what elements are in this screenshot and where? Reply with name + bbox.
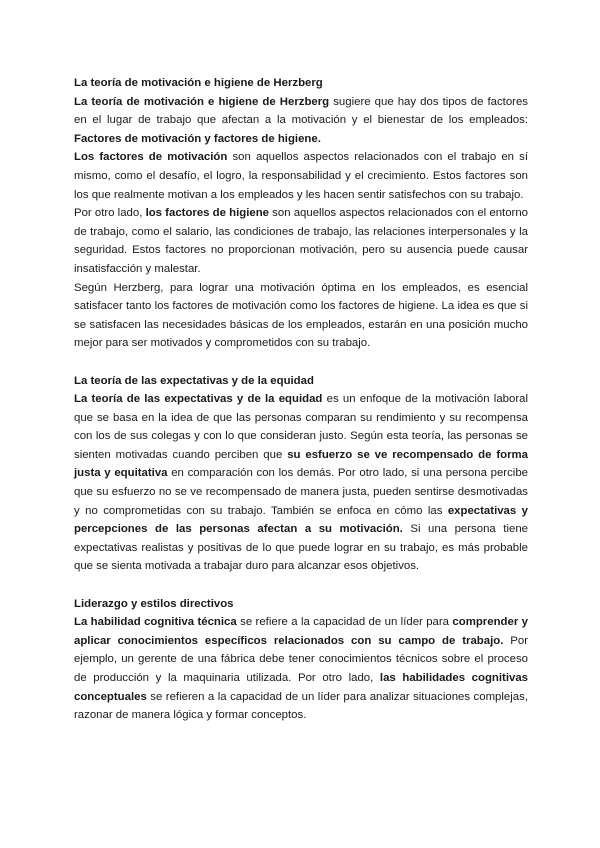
- paragraph: [74, 279, 528, 353]
- text-run: Según Herzberg, para lograr una motivación óptima en los empleados, es esencial satisfacer tanto los factores de motivación como los factores de higiene. La idea es que si se satisfacen las necesidades básicas de los empleados, estarán en una posición mucho mejor para ser motivados y comprometidos con su trabajo.: [74, 281, 528, 350]
- text-run: son aquellos aspectos relacionados con el trabajo en sí mismo, como el desafío, el logro, la responsabilidad y el crecimiento. Estos factores son los que realmente motivan a los empleados y les hacen sentir satisfechos con su trabajo.: [74, 151, 528, 201]
- bold-run: Factores de motivación y factores de higiene.: [74, 132, 321, 145]
- paragraph: [74, 148, 528, 204]
- bold-run: La teoría de las expectativas y de la equidad: [74, 393, 323, 406]
- paragraph: [74, 204, 528, 278]
- bold-run: La teoría de motivación e higiene de Herzberg: [74, 95, 330, 108]
- text-run: se refiere a la capacidad de un líder para: [236, 616, 453, 629]
- section-heading: La teoría de motivación e higiene de Herzberg: [74, 77, 323, 89]
- bold-run: los factores de higiene: [145, 207, 269, 220]
- paragraph: [74, 390, 528, 576]
- text-run: sugiere que hay dos tipos de factores en el lugar de trabajo que afectan a la motivación y el bienestar de los empleados:: [74, 95, 529, 127]
- section-heading: La teoría de las expectativas y de la equidad: [74, 374, 314, 387]
- text-run: se refieren a la capacidad de un líder para analizar situaciones complejas, razonar de manera lógica y formar conceptos.: [74, 690, 528, 722]
- bold-run: su esfuerzo se ve recompensado de forma justa y equitativa: [74, 448, 528, 480]
- text-run: es un enfoque de la motivación laboral que se basa en la idea de que las personas comparan su rendimiento y su recompensa con los de sus colegas y con lo que consideran justo. Según esta teoría, las personas se sienten motivadas cuando perciben que: [74, 393, 528, 461]
- paragraph: [74, 613, 528, 725]
- bold-run: La habilidad cognitiva técnica: [74, 616, 237, 629]
- section-liderazgo: [74, 595, 528, 725]
- section-heading: Liderazgo y estilos directivos: [74, 597, 234, 610]
- section-herzberg: [74, 74, 528, 353]
- text-run: Por otro lado,: [74, 207, 146, 220]
- bold-run: Los factores de motivación: [74, 151, 228, 164]
- text-run: son aquellos aspectos relacionados con el entorno de trabajo, como el salario, las condiciones de trabajo, las relaciones interpersonales y la seguridad. Estos factores no proporcionan motivación, pero su ausencia puede causar insatisfacción y malestar.: [74, 207, 528, 275]
- bold-run: expectativas y percepciones de las personas afectan a su motivación.: [74, 504, 528, 536]
- bold-run: comprender y aplicar conocimientos específicos relacionados con su campo de trabajo.: [74, 616, 528, 647]
- paragraph: [74, 93, 528, 149]
- text-run: Por ejemplo, un gerente de una fábrica debe tener conocimientos técnicos sobre el proceso de producción y la maquinaria utilizada. Por otro lado,: [74, 634, 528, 684]
- section-expectativas: [74, 372, 528, 577]
- text-run: Si una persona tiene expectativas realistas y positivas de lo que puede lograr en su trabajo, es más probable que se sienta motivada a trabajar duro para alcanzar esos objetivos.: [74, 523, 529, 573]
- bold-run: las habilidades cognitivas conceptuales: [74, 672, 528, 703]
- text-run: en comparación con los demás. Por otro lado, si una persona percibe que su esfuerzo no se ve recompensado de manera justa, pueden sentirse desmotivadas y no comprometidas con su trabajo. También se enfoca en cómo las: [74, 467, 528, 517]
